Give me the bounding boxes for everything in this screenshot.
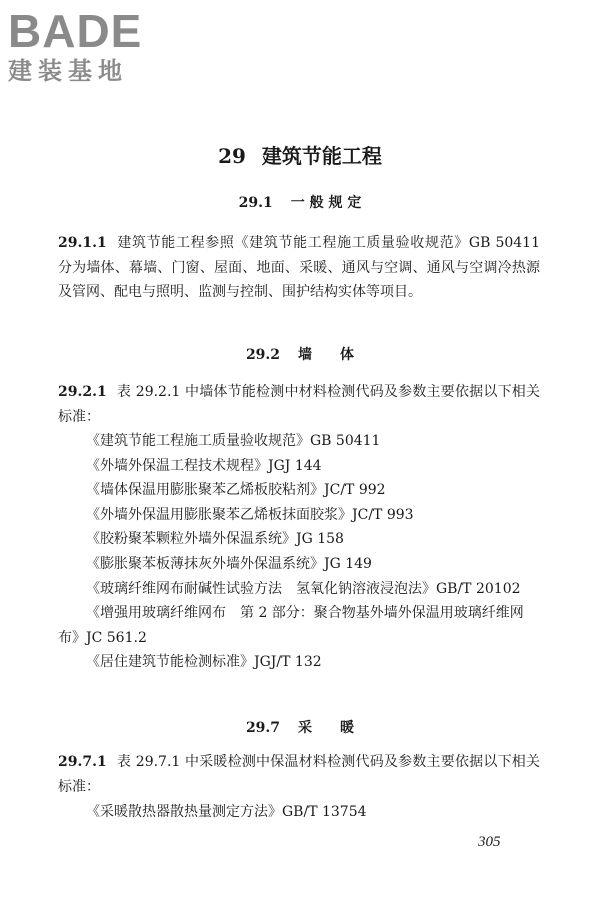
chapter-title bbox=[0, 140, 600, 169]
chapter-name: 建筑节能工程 bbox=[261, 144, 382, 168]
bade-logo bbox=[8, 5, 178, 86]
section-heading bbox=[0, 717, 600, 737]
clause-text: 表 29.2.1 中墙体节能检测中材料检测代码及参数主要依据以下相关标准： bbox=[58, 384, 540, 425]
section-number: 29.2 bbox=[245, 347, 281, 363]
standard-reference: 《玻璃纤维网布耐碱性试验方法 氢氧化钠溶液浸泡法》GB/T 20102 bbox=[86, 580, 521, 597]
standard-reference: 《外墙外保温用膨胀聚苯乙烯板抹面胶浆》JC/T 993 bbox=[86, 506, 414, 523]
clause-number: 29.7.1 bbox=[58, 754, 107, 770]
standards-list bbox=[58, 800, 540, 825]
standard-reference: 《膨胀聚苯板薄抹灰外墙外保温系统》JG 149 bbox=[86, 555, 372, 572]
standard-reference: 《外墙外保温工程技术规程》JGJ 144 bbox=[86, 457, 322, 474]
standard-reference: 《采暖散热器散热量测定方法》GB/T 13754 bbox=[86, 804, 367, 820]
logo-wordmark: BADE bbox=[8, 5, 143, 57]
section-title: 采 暖 bbox=[298, 720, 355, 736]
section-heading bbox=[0, 192, 600, 212]
clause-number: 29.1.1 bbox=[58, 235, 107, 251]
section-number: 29.1 bbox=[238, 195, 273, 211]
clause-paragraph bbox=[58, 231, 540, 305]
standard-reference: 《胶粉聚苯颗粒外墙外保温系统》JG 158 bbox=[86, 531, 344, 548]
section-title: 墙 体 bbox=[298, 347, 355, 363]
clause-paragraph bbox=[58, 380, 540, 429]
standard-reference: 《增强用玻璃纤维网布 第 2 部分：聚合物基外墙外保温用玻璃纤维网布》JC 561.2 bbox=[58, 605, 524, 646]
clause-number: 29.2.1 bbox=[58, 384, 107, 400]
standard-reference: 《居住建筑节能检测标准》JGJ/T 132 bbox=[86, 654, 322, 671]
standard-reference: 《墙体保温用膨胀聚苯乙烯板胶粘剂》JC/T 992 bbox=[86, 482, 386, 499]
standard-reference: 《建筑节能工程施工质量验收规范》GB 50411 bbox=[86, 433, 381, 449]
section-title: 一 般 规 定 bbox=[290, 195, 362, 211]
clause-text: 表 29.7.1 中采暖检测中保温材料检测代码及参数主要依据以下相关标准： bbox=[58, 754, 540, 795]
section-heading bbox=[0, 344, 600, 364]
standards-list bbox=[58, 429, 540, 675]
logo-subtitle: 建装基地 bbox=[8, 57, 128, 85]
section-number: 29.7 bbox=[245, 720, 281, 736]
clause-paragraph bbox=[58, 750, 540, 799]
chapter-number: 29 bbox=[218, 144, 246, 168]
clause-text: 建筑节能工程参照《建筑节能工程施工质量验收规范》GB 50411 分为墙体、幕墙、门窗、屋面、地面、采暖、通风与空调、通风与空调冷热源及管网、配电与照明、监测与控制、围护结构实体等项目。 bbox=[58, 235, 540, 301]
page-number: 305 bbox=[478, 834, 501, 850]
